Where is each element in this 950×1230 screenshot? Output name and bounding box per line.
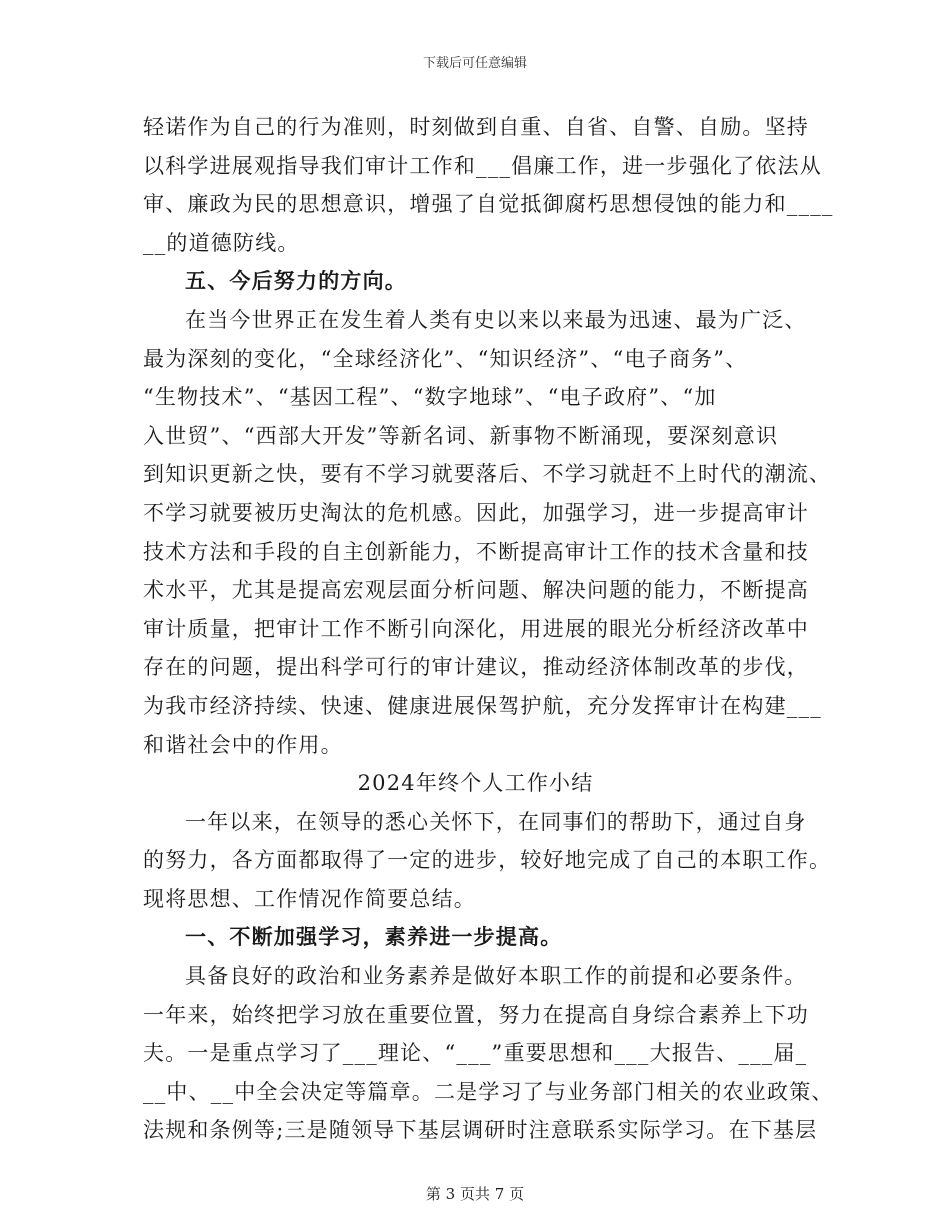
section-heading: 五、今后努力的方向。 [185, 268, 407, 294]
text-line: 存在的问题，提出科学可行的审计建议，推动经济体制改革的步伐， [143, 655, 809, 680]
document-body [143, 108, 834, 1150]
text-line: 术水平，尤其是提高宏观层面分析问题、解决问题的能力，不断提高 [143, 578, 809, 603]
text-line: 以科学进展观指导我们审计工作和___倡廉工作，进一步强化了依法从 [143, 153, 822, 178]
text-line: 法规和条例等;三是随领导下基层调研时注意联系实际学习。在下基层 [143, 1118, 818, 1143]
text-line: 最为深刻的变化，“全球经济化”、“知识经济”、“电子商务”、 [143, 346, 748, 371]
text-line: 一年来，始终把学习放在重要位置，努力在提高自身综合素养上下功 [143, 1002, 809, 1027]
text-line: 夫。一是重点学习了___理论、“___”重要思想和___大报告、___届_ [143, 1041, 808, 1066]
text-line: 和谐社会中的作用。 [143, 732, 343, 757]
text-line: 轻诺作为自己的行为准则，时刻做到自重、自省、自警、自励。坚持 [143, 115, 809, 139]
text-line: 的努力，各方面都取得了一定的进步，较好地完成了自己的本职工作。 [143, 848, 832, 873]
page-footer: 第 3 页共 7 页 [425, 1185, 525, 1203]
text-line: 一年以来，在领导的悉心关怀下，在同事们的帮助下，通过自身 [185, 809, 807, 834]
section-heading: 一、不断加强学习，素养进一步提高。 [185, 924, 563, 950]
text-line: 审、廉政为民的思想意识，增强了自觉抵御腐朽思想侵蚀的能力和____ [143, 192, 834, 217]
text-line: 在当今世界正在发生着人类有史以来以来最为迅速、最为广泛、 [185, 307, 807, 332]
text-line: 具备良好的政治和业务素养是做好本职工作的前提和必要条件。 [185, 964, 807, 989]
text-line: __的道德防线。 [143, 230, 300, 255]
text-line: 技术方法和手段的自主创新能力，不断提高审计工作的技术含量和技 [143, 539, 809, 564]
page-header: 下载后可任意编辑 [422, 56, 527, 71]
text-line: 不学习就要被历史淘汰的危机感。因此，加强学习，进一步提高审计 [143, 500, 809, 525]
document-title: 2024年终个人工作小结 [357, 771, 594, 796]
text-line: 现将思想、工作情况作简要总结。 [143, 886, 476, 911]
text-line: “生物技术”、“基因工程”、“数字地球”、“电子政府”、“加 [143, 385, 717, 410]
text-line: 到知识更新之快，要有不学习就要落后、不学习就赶不上时代的潮流、 [143, 462, 832, 487]
text-line: 为我市经济持续、快速、健康进展保驾护航，充分发挥审计在构建___ [143, 693, 822, 718]
text-line: __中、__中全会决定等篇章。二是学习了与业务部门相关的农业政策、 [143, 1079, 834, 1104]
text-line: 审计质量，把审计工作不断引向深化，用进展的眼光分析经济改革中 [143, 616, 809, 641]
text-line: 入世贸”、“西部大开发”等新名词、新事物不断涌现，要深刻意识 [143, 423, 779, 448]
